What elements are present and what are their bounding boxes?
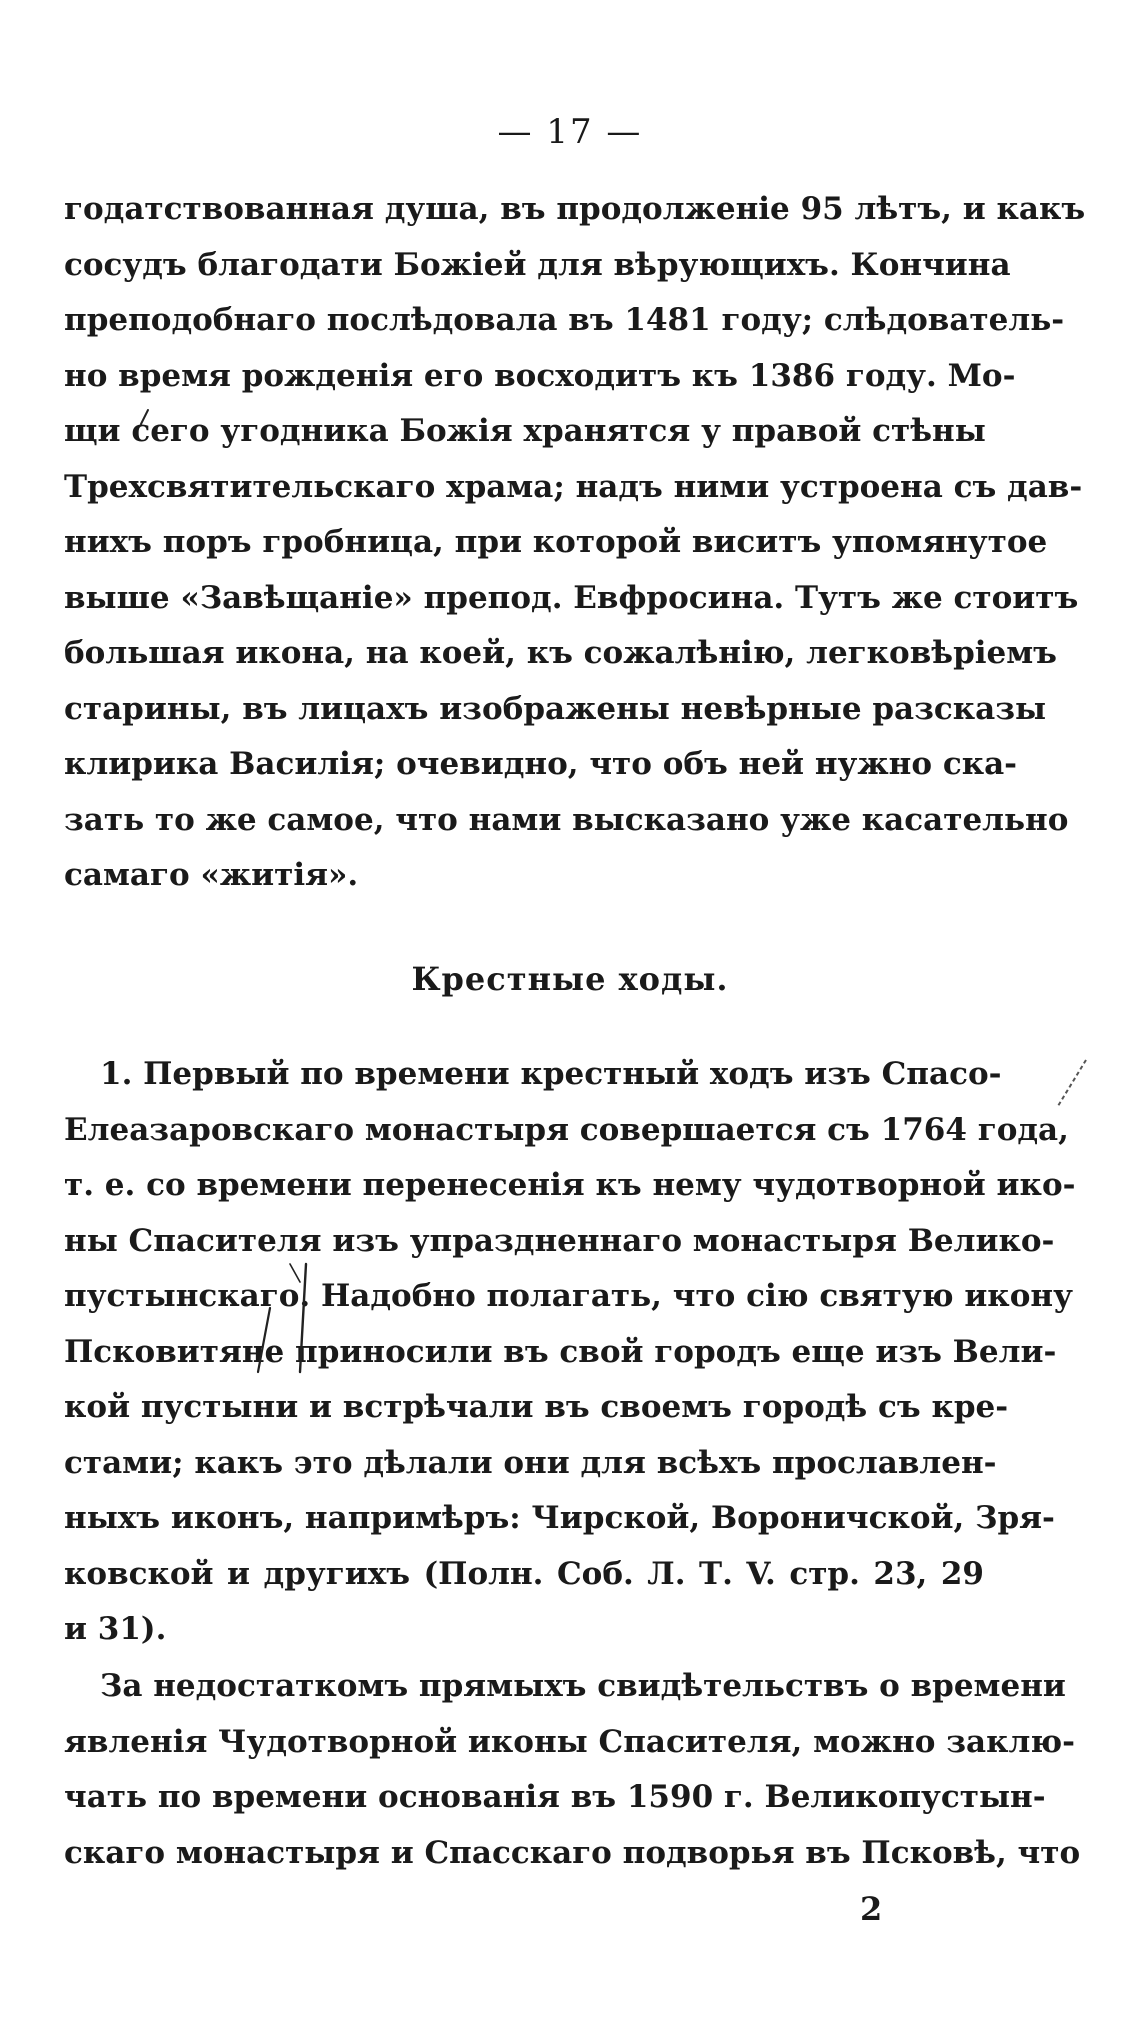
text-line: ковской и другихъ (Полн. Соб. Л. Т. V. стр. 23, 29 bbox=[64, 1555, 984, 1592]
text-line: сосудъ благодати Божіей для вѣрующихъ. Кончина bbox=[64, 246, 1011, 283]
margin-pencil-mark bbox=[1052, 1056, 1092, 1112]
text-line: ны Спасителя изъ упраздненнаго монастыря Велико- bbox=[64, 1222, 1055, 1259]
text-line: годатствованная душа, въ продолженіе 95 лѣтъ, и какъ bbox=[64, 191, 1086, 227]
paragraph-1 bbox=[64, 182, 1086, 904]
text-line: кой пустыни и встрѣчали въ своемъ городѣ съ кре- bbox=[64, 1389, 1009, 1425]
paragraph-3 bbox=[64, 1659, 1081, 1881]
text-line: Елеазаровскаго монастыря совершается съ 1764 года, bbox=[64, 1111, 1069, 1148]
text-line: преподобнаго послѣдовала въ 1481 году; слѣдователь- bbox=[64, 302, 1065, 338]
page-number: — 17 — bbox=[497, 112, 643, 152]
text-line: зать то же самое, что нами высказано уже касательно bbox=[64, 801, 1069, 838]
text-line: т. е. со времени перенесенія къ нему чудотворной ико- bbox=[64, 1167, 1076, 1203]
text-line: и 31). bbox=[64, 1611, 167, 1647]
text-line: За недостаткомъ прямыхъ свидѣтельствъ о времени bbox=[100, 1668, 1066, 1704]
text-line: выше «Завѣщаніе» препод. Евфросина. Тутъ же стоитъ bbox=[64, 579, 1079, 616]
accent-mark bbox=[136, 408, 152, 426]
text-line: явленія Чудотворной иконы Спасителя, можно заклю- bbox=[64, 1723, 1075, 1760]
text-line: но время рожденія его восходитъ къ 1386 году. Мо- bbox=[64, 357, 1016, 394]
text-line: Трехсвятительскаго храма; надъ ними устроена съ дав- bbox=[64, 468, 1083, 505]
text-line: чать по времени основанія въ 1590 г. Великопустын- bbox=[64, 1779, 1046, 1815]
text-line: щи сего угодника Божія хранятся у правой стѣны bbox=[64, 413, 986, 449]
text-line: большая икона, на коей, къ сожалѣнію, легковѣріемъ bbox=[64, 635, 1057, 671]
handwritten-slash-mark-2 bbox=[248, 1306, 278, 1376]
text-line: клирика Василія; очевидно, что объ ней нужно ска- bbox=[64, 746, 1018, 782]
paragraph-2 bbox=[64, 1047, 1076, 1658]
printer-signature-mark: 2 bbox=[860, 1890, 883, 1928]
text-line: Псковитяне приносили въ свой городъ еще изъ Вели- bbox=[64, 1333, 1057, 1370]
text-line: самаго «житія». bbox=[64, 857, 359, 893]
text-line: стами; какъ это дѣлали они для всѣхъ прославлен- bbox=[64, 1444, 997, 1481]
text-line: скаго монастыря и Спасскаго подворья въ Псковѣ, что bbox=[64, 1834, 1081, 1871]
text-line: ныхъ иконъ, напримѣръ: Чирской, Вороничской, Зря- bbox=[64, 1500, 1055, 1536]
text-line: 1. Первый по времени крестный ходъ изъ Спасо- bbox=[100, 1056, 1002, 1092]
section-heading: Крестные ходы. bbox=[411, 960, 729, 998]
text-line: нихъ поръ гробница, при которой виситъ упомянутое bbox=[64, 524, 1048, 560]
text-line: старины, въ лицахъ изображены невѣрные разсказы bbox=[64, 690, 1047, 727]
handwritten-slash-mark bbox=[286, 1262, 326, 1382]
text-line: пустынскаго. Надобно полагать, что сію святую икону bbox=[64, 1278, 1073, 1314]
